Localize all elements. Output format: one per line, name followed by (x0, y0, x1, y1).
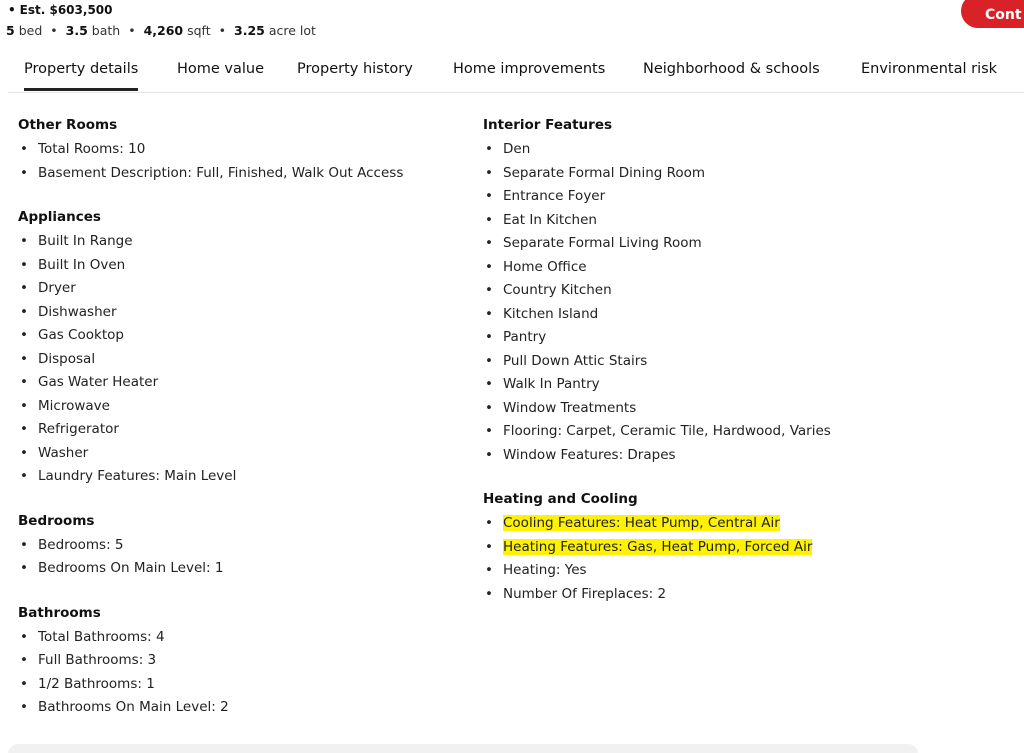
tab-environmental-risk[interactable]: Environmental risk (861, 61, 998, 77)
list-item (18, 557, 468, 581)
bath-label: bath (91, 23, 121, 38)
list-item-text: Gas Water Heater (38, 374, 159, 390)
list-item-text: Dryer (38, 280, 76, 296)
list-item-text: Washer (38, 444, 89, 461)
list-item (483, 256, 1003, 280)
list-item-text: Window Treatments (503, 399, 637, 416)
contact-agent-button[interactable]: Cont (961, 0, 1024, 28)
list-item-text: Bedrooms: 5 (38, 536, 124, 553)
detail-tabs (8, 50, 1024, 93)
list-item (18, 371, 468, 395)
list-item (18, 418, 468, 442)
list-item-text: Laundry Features: Main Level (38, 468, 237, 484)
separator: • (128, 23, 136, 38)
section-title: Heating and Cooling (483, 491, 638, 507)
list-item (18, 138, 468, 162)
list-item-text: Gas Cooktop (38, 327, 124, 343)
list-item-text: Total Rooms: 10 (38, 141, 146, 157)
list-item (483, 444, 1003, 468)
list-item (483, 232, 1003, 256)
list-item (483, 350, 1003, 374)
section-title: Bathrooms (18, 604, 101, 621)
list-item (18, 254, 468, 278)
section-interior-features (483, 115, 1003, 467)
list-item-text: Home Office (503, 258, 587, 275)
bath-count: 3.5 (65, 23, 88, 38)
feature-list (483, 512, 1003, 606)
list-item-text: Number Of Fireplaces: 2 (503, 585, 667, 602)
list-item-text: Country Kitchen (503, 282, 612, 298)
list-item (18, 649, 468, 673)
list-item-text: Heating: Yes (503, 562, 587, 578)
list-item (483, 279, 1003, 303)
tab-property-history[interactable]: Property history (297, 61, 413, 77)
list-item-text: Built In Oven (38, 256, 126, 273)
section-title: Interior Features (483, 117, 613, 133)
list-item (483, 583, 1003, 607)
list-item-text: Cooling Features: Heat Pump, Central Air (503, 515, 780, 531)
list-item (483, 326, 1003, 350)
list-item-text: Window Features: Drapes (503, 446, 676, 463)
bed-count: 5 (6, 23, 15, 38)
list-item (18, 230, 468, 254)
list-item (483, 162, 1003, 186)
separator: • (50, 23, 58, 38)
feature-list (18, 626, 468, 720)
list-item-text: Flooring: Carpet, Ceramic Tile, Hardwood, Varies (503, 423, 831, 439)
list-item-text: Walk In Pantry (503, 376, 600, 392)
list-item (483, 373, 1003, 397)
feature-list (18, 138, 468, 185)
list-item-text: Built In Range (38, 233, 133, 249)
list-item (483, 209, 1003, 233)
section-title: Appliances (18, 209, 101, 225)
section-title: Bedrooms (18, 512, 95, 529)
sqft-label: sqft (187, 23, 211, 38)
list-item (18, 465, 468, 489)
list-item (18, 324, 468, 348)
list-item (483, 512, 1003, 536)
list-item (483, 536, 1003, 560)
sqft-value: 4,260 (143, 23, 184, 38)
list-item-text: Separate Formal Dining Room (503, 164, 706, 181)
section-other-rooms (18, 115, 468, 185)
property-facts (6, 23, 316, 38)
list-item-text: Bedrooms On Main Level: 1 (38, 560, 224, 576)
list-item (18, 348, 468, 372)
list-item-text: Basement Description: Full, Finished, Walk Out Access (38, 164, 404, 181)
list-item-text: Eat In Kitchen (503, 211, 597, 228)
bed-label: bed (18, 23, 43, 38)
list-item (18, 162, 468, 186)
list-item-text: Entrance Foyer (503, 188, 606, 204)
tab-property-details[interactable]: Property details (24, 50, 138, 91)
list-item (18, 442, 468, 466)
list-item-text: Full Bathrooms: 3 (38, 652, 157, 668)
list-item-text: Separate Formal Living Room (503, 235, 702, 251)
section-title: Other Rooms (18, 117, 118, 133)
tab-home-value[interactable]: Home value (177, 61, 265, 77)
list-item (18, 534, 468, 558)
bullet: • (8, 3, 16, 17)
list-item-text: 1/2 Bathrooms: 1 (38, 675, 155, 692)
price-estimate (8, 3, 113, 17)
list-item (483, 559, 1003, 583)
list-item (483, 420, 1003, 444)
list-item-text: Refrigerator (38, 421, 119, 437)
lot-label: acre lot (268, 23, 316, 38)
list-item (18, 626, 468, 650)
feature-list (18, 534, 468, 581)
section-bathrooms (18, 603, 468, 720)
right-column (483, 115, 1003, 628)
list-item-text: Pull Down Attic Stairs (503, 352, 648, 369)
list-item-text: Disposal (38, 350, 96, 367)
left-column (18, 115, 468, 742)
list-item-text: Heating Features: Gas, Heat Pump, Forced Air (503, 538, 813, 555)
list-item-text: Dishwasher (38, 303, 117, 320)
list-item (483, 397, 1003, 421)
list-item-text: Pantry (503, 329, 547, 345)
list-item (18, 277, 468, 301)
list-item-text: Total Bathrooms: 4 (38, 628, 165, 645)
list-item (18, 673, 468, 697)
section-bedrooms (18, 511, 468, 581)
feature-list (483, 138, 1003, 467)
list-item-text: Kitchen Island (503, 305, 599, 322)
list-item (483, 185, 1003, 209)
lot-value: 3.25 (234, 23, 265, 38)
list-item (18, 395, 468, 419)
section-appliances (18, 207, 468, 489)
tab-home-improvements[interactable]: Home improvements (453, 61, 606, 77)
feature-list (18, 230, 468, 489)
list-item (18, 301, 468, 325)
list-item-text: Microwave (38, 397, 110, 414)
tab-neighborhood-schools[interactable]: Neighborhood & schools (643, 61, 820, 77)
section-heating-and-cooling (483, 489, 1003, 606)
list-item (18, 696, 468, 720)
list-item-text: Den (503, 141, 531, 157)
estimate-value: Est. $603,500 (19, 3, 113, 17)
bottom-panel (8, 744, 918, 753)
list-item-text: Bathrooms On Main Level: 2 (38, 699, 229, 715)
list-item (483, 138, 1003, 162)
separator: • (218, 23, 226, 38)
list-item (483, 303, 1003, 327)
